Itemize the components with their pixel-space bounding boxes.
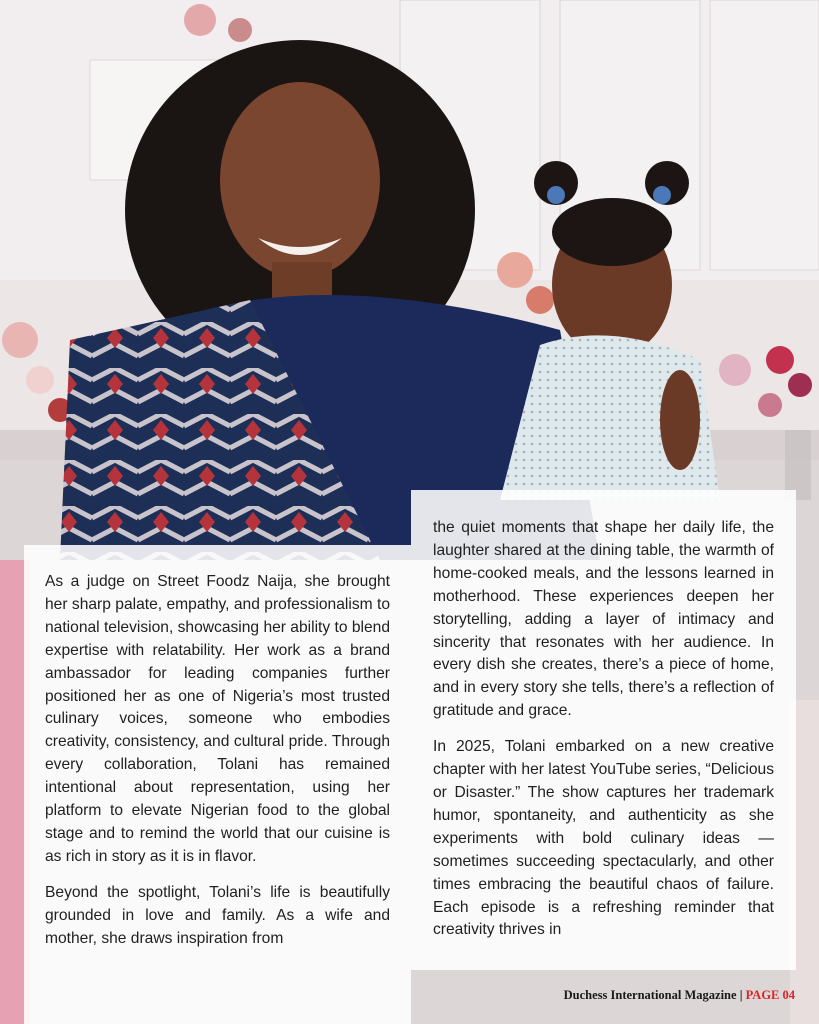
article-column-left — [24, 545, 411, 1024]
page-number: PAGE 04 — [745, 988, 795, 1002]
page-footer — [564, 988, 795, 1003]
article-column-right — [411, 490, 796, 970]
article-paragraph: In 2025, Tolani embarked on a new creative chapter with her latest YouTube series, “Delicious or Disaster.” The show captures her trademark humor, spontaneity, and authenticity as she experiments with bold culinary ideas — sometimes succeeding spectacularly, and other times embracing the beautiful chaos of failure. Each episode is a refreshing reminder that creativity thrives in — [433, 738, 774, 939]
article-paragraph: As a judge on Street Foodz Naija, she brought her sharp palate, empathy, and professionalism to national television, showcasing her ability to blend expertise with relatability. Her work as a brand ambassador for leading companies further positioned her as one of Nigeria’s most trusted culinary voices, someone who embodies creativity, consistency, and cultural pride. Through every collaboration, Tolani has remained intentional about representation, using her platform to elevate Nigerian food to the global stage and to remind the world that our cuisine is as rich in story as it is in flavor. — [45, 573, 391, 865]
article-paragraph: Beyond the spotlight, Tolani’s life is beautifully grounded in love and family. As a wife and mother, she draws inspiration from — [45, 883, 390, 947]
magazine-name: Duchess International Magazine — [563, 988, 737, 1002]
article-paragraph: the quiet moments that shape her daily life, the laughter shared at the dining table, the warmth of home-cooked meals, and the lessons learned in motherhood. These experiences deepen her storytelling, adding a layer of intimacy and sincerity that resonates with her audience. In every dish she creates, there’s a piece of home, and in every story she tells, there’s a reflection of gratitude and grace. — [433, 519, 774, 720]
footer-separator: | — [736, 988, 746, 1002]
